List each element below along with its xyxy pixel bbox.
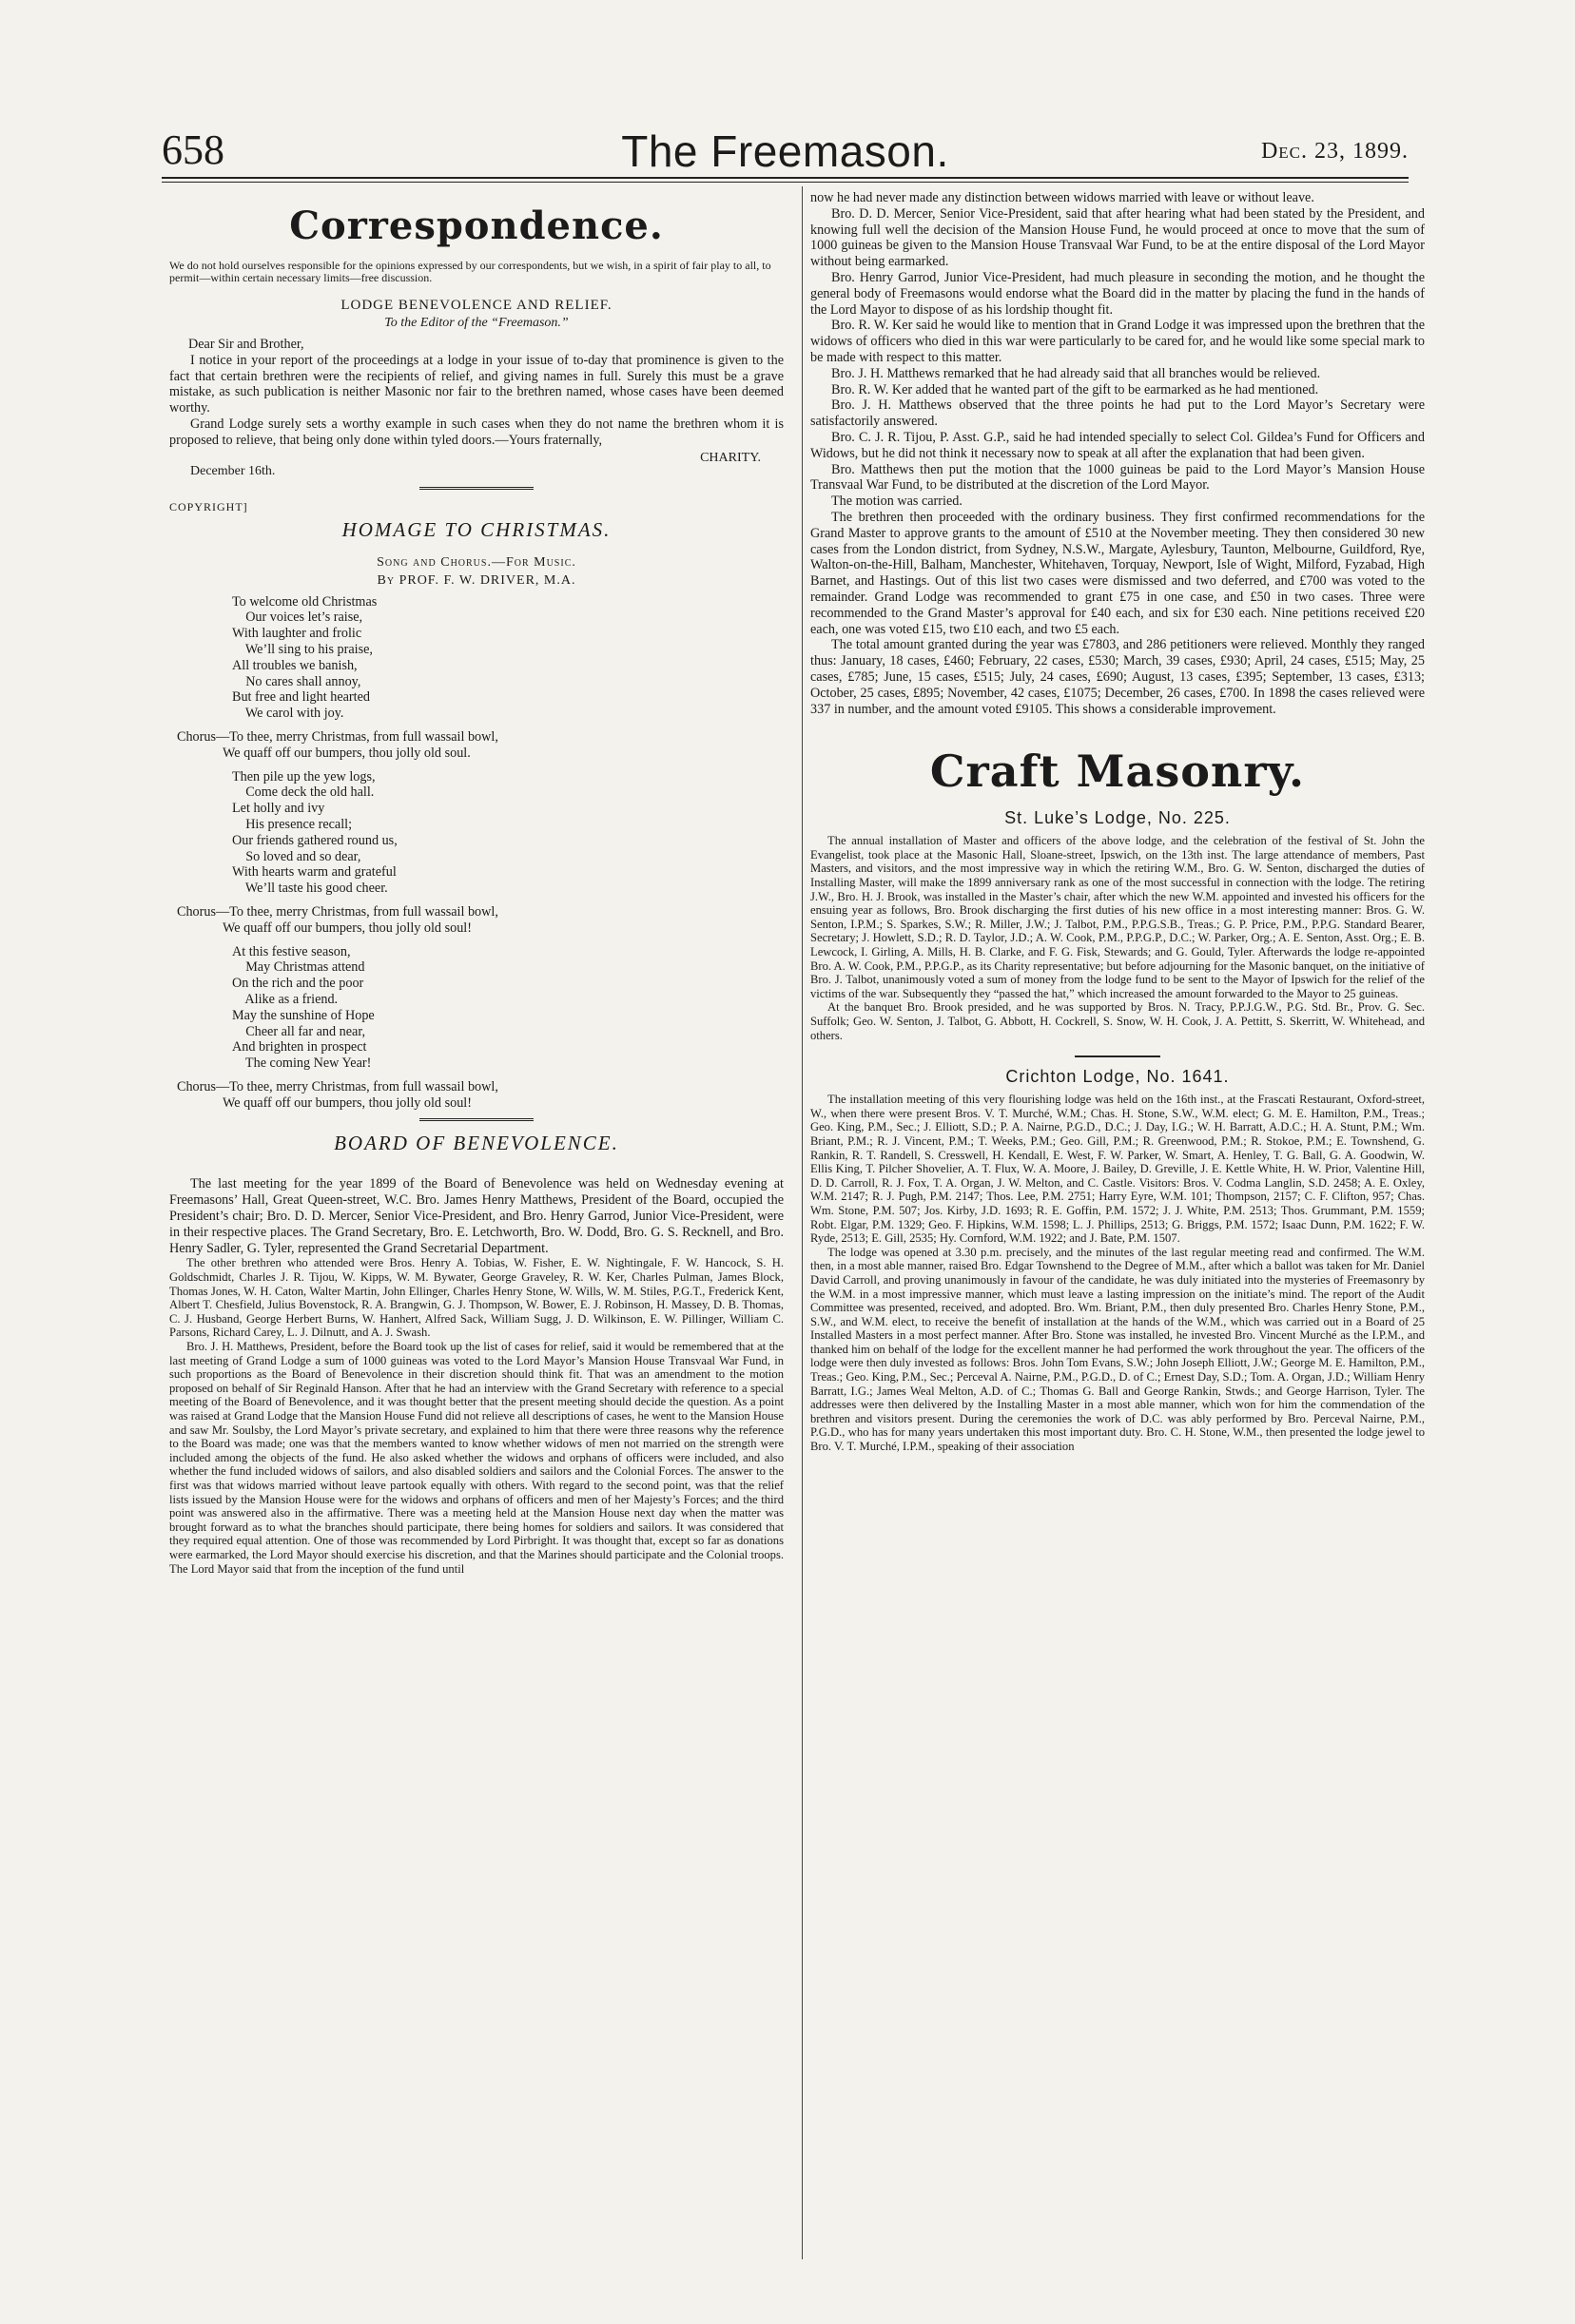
article-paragraph: Bro. J. H. Matthews observed that the three points he had put to the Lord Mayor’s Secretary were satisfactorily answered. bbox=[810, 397, 1425, 430]
letter-title: LODGE BENEVOLENCE AND RELIEF. bbox=[340, 298, 612, 313]
poem-line: Our friends gathered round us, bbox=[232, 832, 398, 848]
craft-masonry-heading: Craft Masonry. bbox=[929, 746, 1306, 798]
poem-chorus bbox=[177, 1079, 784, 1112]
letter-addressee: To the Editor of the “Freemason.” bbox=[384, 316, 569, 330]
right-column bbox=[810, 186, 1425, 1454]
poem-line: With laughter and frolic bbox=[232, 626, 362, 642]
correspondence-heading: Correspondence. bbox=[289, 203, 664, 248]
poem-line: May the sunshine of Hope bbox=[232, 1007, 375, 1023]
column-divider bbox=[802, 186, 803, 2259]
lodge-report bbox=[810, 1093, 1425, 1453]
header-rule-thin bbox=[162, 182, 1409, 183]
article-paragraph: The other brethren who attended were Bros. Henry A. Tobias, W. Fisher, E. W. Nightingale, F. W. Hancock, S. H. Goldschmidt, Charles J. R. Tijou, W. Kipps, W. M. Bywater, George Graveley, R. W. Ker, Charles Pulman, James Block, Thomas Jones, W. H. Caton, Walter Martin, John Ellinger, Charles Henry Stone, W. Wills, W. M. Stiles, P.G.T., Frederick Kent, Albert T. Chesfield, Julius Bovenstock, R. A. Brangwin, G. J. Thompson, W. Bower, E. J. Robinson, H. Massey, D. B. Thomas, C. J. Husband, George Herbert Burns, W. Hanhert, Alfred Sack, William Sugg, J. D. Wilkinson, E. W. Pillinger, William C. Parsons, Richard Carey, L. J. Dilnutt, and A. J. Swash. bbox=[169, 1256, 784, 1340]
benevolence-body bbox=[169, 1176, 784, 1256]
benevolence-title: BOARD OF BENEVOLENCE. bbox=[334, 1132, 619, 1155]
letter-salutation: Dear Sir and Brother, bbox=[188, 337, 304, 352]
poem-line: His presence recall; bbox=[232, 816, 353, 832]
article-paragraph: Bro. J. H. Matthews, President, before the Board took up the list of cases for relief, said it would be remembered that at the last meeting of Grand Lodge a sum of 1000 guineas was voted to the Lord Mayor’s Mansion House Transvaal War Fund, in such proportions as the Board of Benevolence in their discretion should think fit. That was an amendment to the motion proposed on behalf of Sir Reginald Hanson. After that he had an interview with the Grand Secretary with reference to a special meeting of the Board of Benevolence, and it was thought better that the present meeting should decide the question. As a point was raised at Grand Lodge that the Mansion House Fund did not relieve all descriptions of cases, he went to the Mansion House and saw Mr. Soulsby, the Lord Mayor’s private secretary, and explained to him that there were three reasons why the reference to the Board was made; one was that the members wanted to know whether widows of men not married on the strength were included among the objects of the fund. He also asked whether the widows and orphans of officers were included, and also whether the fund included widows of sailors, and also disabled soldiers and sailors and the Colonial Forces. The answer to the first was that widows married without leave partook equally with others. With regard to the second point, was that the relief lists issued by the Mansion House were for the widows and orphans of officers and men of her Majesty’s Forces; and the third point was answered also in the affirmative. There was a meeting held at the Mansion House next day when the matter was brought forward as to what the branches should participate, there being homes for soldiers and sailors. It was considered that they required equal attention. One of those was recommended by Lord Pirbright. It was thought that, except so far as donations were earmarked, the Lord Mayor should exercise his discretion, and that the Marines should participate and the Colonial troops. The Lord Mayor said that from the inception of the fund until bbox=[169, 1340, 784, 1576]
poem-line: We’ll taste his good cheer. bbox=[232, 881, 388, 897]
poem-line: We’ll sing to his praise, bbox=[232, 641, 373, 657]
poem-chorus bbox=[177, 729, 784, 762]
article-paragraph: Bro. J. H. Matthews remarked that he had already said that all branches would be relieved. bbox=[831, 365, 1321, 381]
chorus-line: Chorus—To thee, merry Christmas, from full wassail bowl, bbox=[177, 728, 498, 745]
left-column bbox=[169, 186, 784, 1576]
article-paragraph: now he had never made any distinction between widows married with leave or without leave. bbox=[810, 190, 1314, 205]
letter-date: December 16th. bbox=[190, 463, 276, 478]
poem-line: But free and light hearted bbox=[232, 689, 370, 706]
article-paragraph: Bro. R. W. Ker said he would like to mention that in Grand Lodge it was impressed upon the brethren that the widows of officers who died in this war were particularly to be cared for, and he would like some special mark to be made with respect to this matter. bbox=[810, 318, 1425, 365]
letter-signature: CHARITY. bbox=[700, 450, 761, 465]
article-paragraph: At the banquet Bro. Brook presided, and he was supported by Bros. N. Tracy, P.P.J.G.W., P.G. Std. Br., Prov. G. Sec. Suffolk; Geo. W. Senton, J. Talbot, G. Abbott, H. Cockrell, S. Snow, W. H. Cook, J. A. Pettitt, S. Skerritt, W. Whitehead, and others. bbox=[810, 1000, 1425, 1042]
article-paragraph: The total amount granted during the year was £7803, and 286 petitioners were relieved. Monthly they ranged thus: January, 18 cases, £460; February, 22 cases, £530; March, 39 cases, £930; April, 24 cases, £515; May, 25 cases, £785; June, 15 cases, £515; July, 24 cases, £690; August, 13 cases, £395; September, 13 cases, £313; October, 25 cases, £895; November, 42 cases, £1075; December, 26 cases, £700. In 1898 the cases relieved were 337 in number, and the amount voted £9105. This shows a considerable improvement. bbox=[810, 637, 1425, 717]
poem-line: So loved and so dear, bbox=[232, 848, 361, 864]
lodge-report bbox=[810, 834, 1425, 1042]
poem-line: On the rich and the poor bbox=[232, 976, 364, 992]
issue-date: Dec. 23, 1899. bbox=[1260, 139, 1409, 164]
letter-paragraph: I notice in your report of the proceedings at a lodge in your issue of to-day that prominence is given to the fact that certain brethren were the recipients of relief, and giving names in full. Surely this must be a grave mistake, as such publication is neither Masonic nor fair to the brethren named, whose cases have been deemed worthy. bbox=[169, 352, 784, 416]
copyright-mark: COPYRIGHT] bbox=[169, 499, 248, 513]
poem-line: With hearts warm and grateful bbox=[232, 864, 397, 881]
header-rule bbox=[162, 177, 1409, 179]
song-author: By PROF. F. W. DRIVER, M.A. bbox=[377, 572, 576, 588]
benevolence-continued bbox=[810, 190, 1425, 717]
article-paragraph: The installation meeting of this very flourishing lodge was held on the 16th inst., at the Frascati Restaurant, Oxford-street, W., when there were present Bros. V. T. Murché, W.M.; Chas. H. Stone, S.W., W.M. elect; G. M. E. Hamilton, P.M., Treas.; Geo. King, P.M., Sec.; J. Elliott, S.D.; P. A. Nairne, P.G.D., D.C.; J. Day, I.G.; W. H. Barratt, A.D.C.; H. A. Stunt, P.M.; Wm. Briant, P.M.; R. J. Vincent, P.M.; T. Weeks, P.M.; Geo. Gill, P.M.; R. Greenwood, P.M.; R. Stokoe, P.M.; E. Townshend, G. Rankin, R. T. Randell, S. Cresswell, H. Kendall, E. West, F. W. Parker, W. Smart, A. Henley, T. G. Ball, G. A. Goodwin, W. Ellis King, T. Pilcher Shovelier, A. T. Flux, W. A. Moore, J. Bailey, D. Greville, J. E. Kettle White, H. W. Prior, Valentine Hill, D. D. Carroll, R. J. Fox, T. A. Organ, J. W. Melton, and C. Castle. Visitors: Bros. V. Codma Langlin, S.D. 2458; A. E. Oxley, W.M. 2147; R. J. Pugh, P.M. 2147; Thos. Lee, P.M. 2751; Harry Eyre, W.M. 101; Thompson, 2157; C. F. Clifton, 957; Chas. Wm. Stone, P.M. 507; Jos. Kirby, J.D. 1693; R. E. Goffin, P.M. 1572; J. J. White, P.M. 2513; Thos. Grummant, P.M. 1559; Robt. Elgar, P.M. 1329; Geo. F. Hipkins, W.M. 1598; L. J. Phillips, 2513; G. Briggs, P.M. 1572; Isaac Dunn, P.M. 1622; F. W. Ryde, 2513; E. Gill, 2535; Hy. Cornford, W.M. 1922; and J. Bate, P.M. 1507. bbox=[810, 1093, 1425, 1246]
poem-line: Come deck the old hall. bbox=[232, 784, 375, 801]
chorus-line: We quaff off our bumpers, thou jolly old soul! bbox=[223, 1094, 472, 1111]
letter-signoff bbox=[169, 451, 784, 479]
poem-line: No cares shall annoy, bbox=[232, 673, 361, 689]
poem-line: And brighten in prospect bbox=[232, 1039, 367, 1055]
poem-line: Our voices let’s raise, bbox=[232, 610, 363, 626]
article-paragraph: Bro. Matthews then put the motion that the 1000 guineas be paid to the Lord Mayor’s Mansion House Transvaal War Fund, to be distributed at the discretion of the Lord Mayor. bbox=[810, 461, 1425, 494]
chorus-line: We quaff off our bumpers, thou jolly old soul! bbox=[223, 920, 472, 936]
article-paragraph: The lodge was opened at 3.30 p.m. precisely, and the minutes of the last regular meeting read and confirmed. The W.M. then, in a most able manner, raised Bro. Edgar Townshend to the Degree of M.M., after which a ballot was taken for Mr. Daniel David Carroll, and proving unanimously in favour of the candidate, he was duly initiated into the mysteries of Freemasonry by the W.M. in a most impressive manner, which must leave a lasting impression on the initiate’s mind. The report of the Audit Committee was presented, received, and adopted. Bro. Wm. Briant, P.M., then duly presented Bro. Charles Henry Stone, P.M., S.W., and W.M. elect, to receive the benefit of installation at the hands of the W.M., which was carried out in a Board of 25 Installed Masters in a most perfect manner. After Bro. Stone was installed, he invested Bro. Vincent Murché as the I.P.M., and thanked him on behalf of the lodge for the excellent manner he had performed the work throughout the year. The officers of the lodge were then duly invested as follows: Bros. John Tom Evans, S.W.; John Joseph Elliott, J.W.; George M. E. Hamilton, P.M., Treas.; Geo. King, P.M., Sec.; Perceval A. Nairne, P.M., P.G.D., D. of C.; Ernest Day, S.D.; Tom. A. Organ, J.D.; William Henry Barratt, I.G.; James Weal Melton, A.D. of C.; Thomas G. Ball and George Rankin, Stwds.; and George Harrison, Tyler. The addresses were then delivered by the Installing Master in a most able manner, which won for him the commendation of the brethren and visitors present. During the ceremonies the work of D.C. was ably performed by Bro. Perceval Nairne, P.M., P.G.D., who has for many years undertaken this most important duty. Bro. C. H. Stone, W.M., then presented the lodge jewel to Bro. V. T. Murché, I.P.M., speaking of their association bbox=[810, 1245, 1425, 1454]
lodge-heading: St. Luke’s Lodge, No. 225. bbox=[1004, 808, 1231, 828]
poem-chorus bbox=[177, 904, 784, 937]
section-rule bbox=[419, 487, 534, 493]
article-paragraph: Bro. R. W. Ker added that he wanted part of the gift to be earmarked as he had mentioned. bbox=[831, 381, 1319, 397]
poem-line: Cheer all far and near, bbox=[232, 1023, 366, 1039]
letter-body bbox=[169, 337, 784, 449]
poem-line: May Christmas attend bbox=[232, 959, 365, 976]
poem-stanza bbox=[232, 594, 784, 722]
poem-line: Then pile up the yew logs, bbox=[232, 768, 376, 784]
chorus-line: We quaff off our bumpers, thou jolly old soul. bbox=[223, 745, 471, 761]
homage-title: HOMAGE TO CHRISTMAS. bbox=[341, 517, 612, 541]
page-number: 658 bbox=[162, 126, 224, 173]
poem-line: Alike as a friend. bbox=[232, 991, 339, 1007]
article-paragraph: The motion was carried. bbox=[831, 494, 962, 510]
song-subtitle: Song and Chorus.—For Music. bbox=[377, 554, 576, 570]
article-paragraph: Bro. Henry Garrod, Junior Vice-President, had much pleasure in seconding the motion, and he thought the general body of Freemasons would endorse what the Board did in the matter by placing the fund in the hands of the Lord Mayor to dispose of as his lordship thought fit. bbox=[810, 269, 1425, 318]
poem-line: We carol with joy. bbox=[232, 706, 344, 722]
article-paragraph: The annual installation of Master and officers of the above lodge, and the celebration of the festival of St. John the Evangelist, took place at the Masonic Hall, Sloane-street, Ipswich, on the 13th inst. The large attendance of members, Past Masters, and visitors, and the most impressive way in which the retiring W.M., Bro. G. W. Senton, discharged the duties of Installing Master, will make the 1899 anniversary rank as one of the most successful in connection with the lodge. The retiring J.W., Bro. H. J. Brook, was installed in the Master’s chair, after which the new W.M. appointed and invested his officers for the ensuing year as follows, Bro. Brook discharging the first duties of his new office in a most interesting manner: Bros. G. W. Senton, I.P.M.; S. Sparkes, S.W.; R. Miller, J.W.; J. Talbot, P.M., P.P.G.S.B., Treas.; G. P. Price, P.M., P.P.G. Standard Bearer, Secretary; J. Howlett, S.D.; R. D. Taylor, J.D.; A. W. Cook, P.M., P.P.G.P., D.C.; W. Parker, Org.; A. E. Senton, Asst. Org.; E. B. Lewcock, I. Girling, A. Mills, H. B. Clarke, and F. G. Fisk, Stewards; and G. Gould, Tyler. Afterwards the lodge re-appointed Bro. A. W. Cook, P.M., P.P.G.P., as its Charity representative; but before adjourning for the Masonic banquet, on the initiative of Bro. J. Talbot, unanimously voted a sum of money from the lodge fund to be sent to the Mayor of Ipswich for the relief of the victims of the war. Subsequently they “passed the hat,” which increased the amount forwarded to the Mayor to 25 guineas. bbox=[810, 834, 1425, 1000]
article-paragraph: Bro. C. J. R. Tijou, P. Asst. G.P., said he had intended specially to select Col. Gildea’s Fund for Officers and Widows, but he did not think it necessary now to speak at all after the explanation that had been given. bbox=[810, 429, 1425, 461]
article-paragraph: The brethren then proceeded with the ordinary business. They first confirmed recommendations for the Grand Master to approve grants to the amount of £510 at the November meeting. They then considered 30 new cases from the London district, from Sydney, N.S.W., Margate, Aylesbury, Taunton, Melbourne, Guildford, Rye, Walton-on-the-Hill, Balham, Manchester, Whitehaven, Torquay, Newport, Isle of Wight, Milford, Fyzabad, High Barnet, and Hastings. Out of this list two cases were dismissed and two deferred, and £700 was voted to the remainder. Grand Lodge was recommended to grant £75 in one case, and £50 in two cases. Three were recommended to the Grand Master’s approval for £40 each, and six for £30 each. Nine petitions received £20 each, one was voted £15, two £10 each, and two £5 each. bbox=[810, 509, 1425, 637]
poem-line: At this festive season, bbox=[232, 943, 351, 959]
chorus-line: Chorus—To thee, merry Christmas, from full wassail bowl, bbox=[177, 903, 498, 920]
article-paragraph: Bro. D. D. Mercer, Senior Vice-President, said that after hearing what had been stated by the President, and knowing full well the decision of the Mansion House Fund, he would proceed at once to move that the sum of 1000 guineas be given to the Mansion House Transvaal War Fund, to be at the entire disposal of the Lord Mayor without being earmarked. bbox=[810, 205, 1425, 270]
lodge-heading: Crichton Lodge, No. 1641. bbox=[1005, 1067, 1230, 1087]
letter-paragraph: Grand Lodge surely sets a worthy example in such cases when they do not name the brethren whom it is proposed to relieve, that being only done within tyled doors.—Yours fraternally, bbox=[169, 416, 784, 448]
section-rule bbox=[419, 1118, 534, 1124]
section-rule bbox=[1075, 1055, 1160, 1057]
poem-line: The coming New Year! bbox=[232, 1055, 372, 1072]
masthead-title: The Freemason. bbox=[621, 126, 949, 176]
chorus-line: Chorus—To thee, merry Christmas, from full wassail bowl, bbox=[177, 1078, 498, 1094]
poem-line: Let holly and ivy bbox=[232, 801, 325, 817]
poem-stanza bbox=[232, 944, 784, 1072]
article-paragraph: The last meeting for the year 1899 of the Board of Benevolence was held on Wednesday evening at Freemasons’ Hall, Great Queen-street, W.C. Bro. James Henry Matthews, President of the Board, occupied the President’s chair; Bro. D. D. Mercer, Senior Vice-President, and Bro. Henry Garrod, Junior Vice-President, were in their respective places. The Grand Secretary, Bro. E. Letchworth, Bro. W. Dodd, Bro. G. S. Recknell, and Bro. Henry Sadler, G. Tyler, represented the Grand Secretarial Department. bbox=[169, 1176, 784, 1256]
poem-line: To welcome old Christmas bbox=[232, 593, 378, 610]
benevolence-small-body bbox=[169, 1256, 784, 1576]
poem-stanza bbox=[232, 769, 784, 897]
poem-line: All troubles we banish, bbox=[232, 657, 358, 673]
correspondence-disclaimer: We do not hold ourselves responsible for the opinions expressed by our correspondents, but we wish, in a spirit of fair play to all, to permit—within certain necessary limits—free discussion. bbox=[169, 259, 771, 284]
